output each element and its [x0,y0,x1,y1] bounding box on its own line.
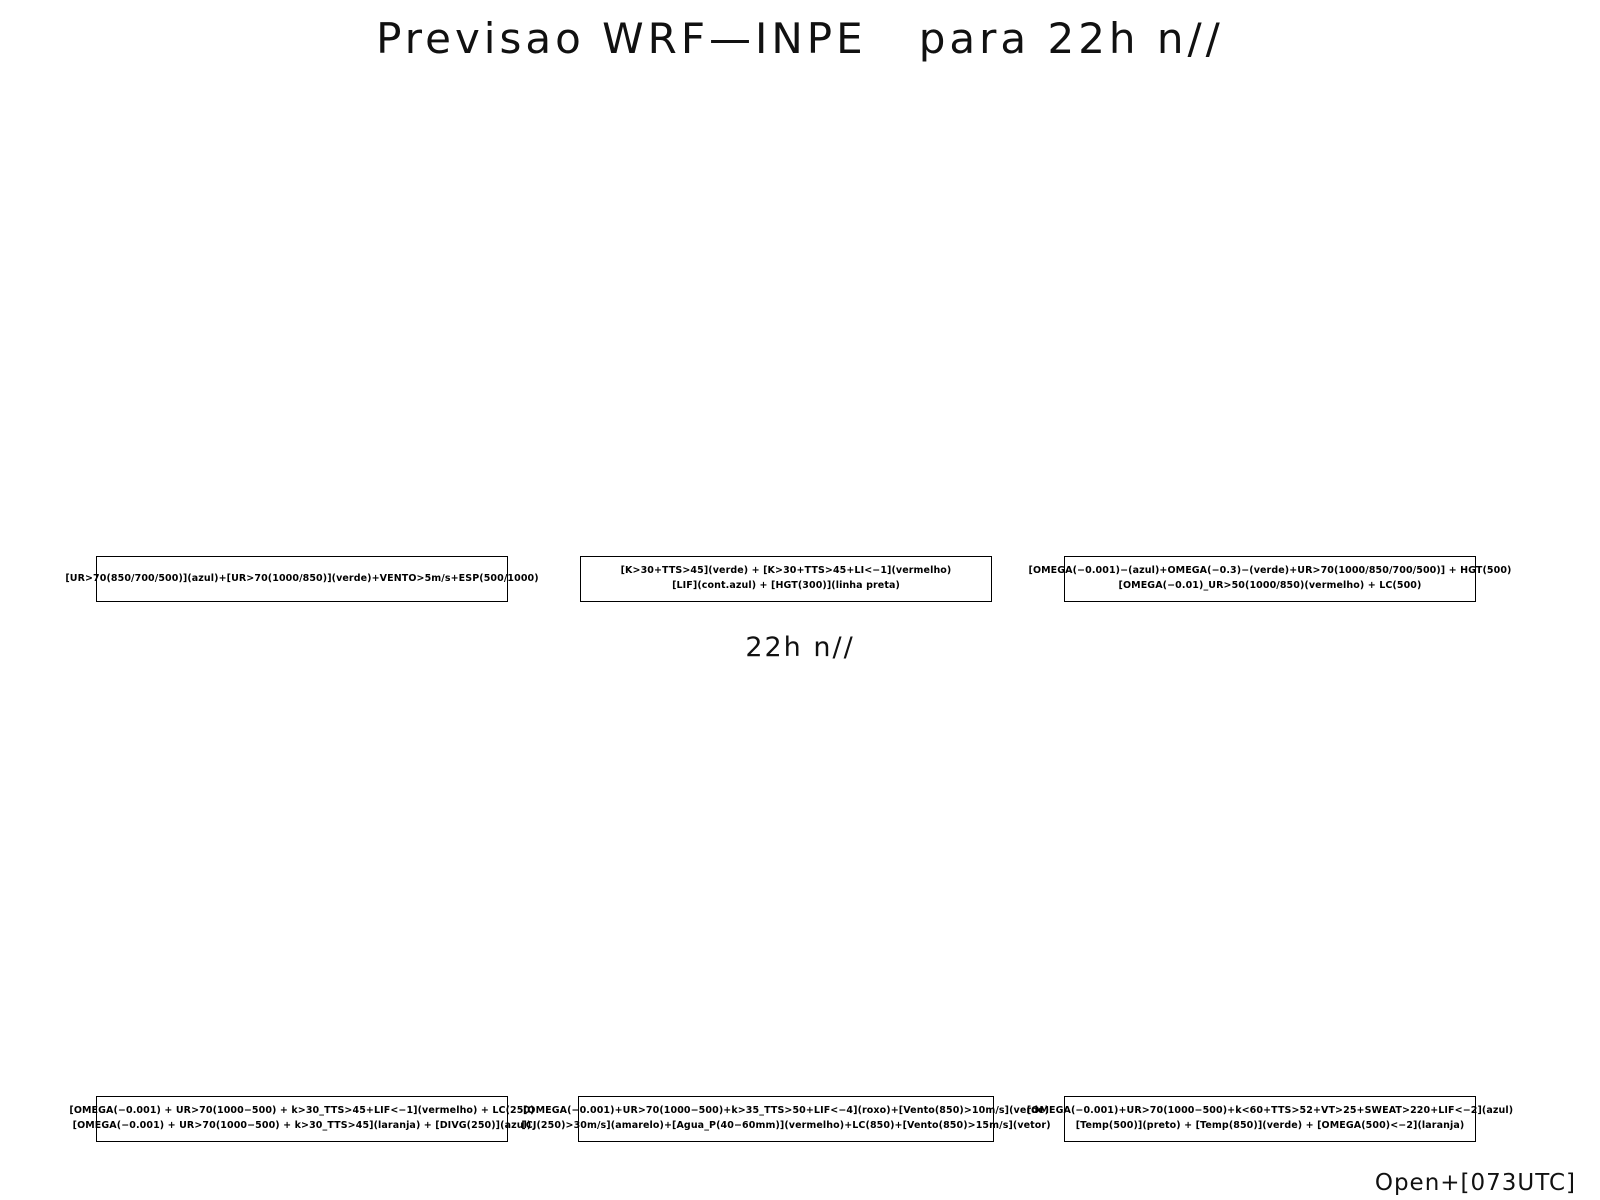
legend-box-top-right [1028,556,1512,602]
legend-line: [LIF](cont.azul) + [HGT(300)](linha preta) [672,580,900,591]
page-title: Previsao WRF—INPE para 22h n// [376,14,1224,63]
corner-stamp: Open+[073UTC] [1374,1170,1576,1196]
legend-line: [UR>70(850/700/500)](azul)+[UR>70(1000/850)](verde)+VENTO>5m/s+ESP(500/1000) [65,572,539,584]
legend-box-top-center [580,556,992,602]
legend-line: [CJ(250)>30m/s](amarelo)+[Agua_P(40−60mm)](vermelho)+LC(850)+[Vento(850)>15m/s](vetor) [521,1120,1051,1131]
legend-box-bottom-center [521,1096,1051,1142]
panel-top-center [580,110,992,550]
legend-line: [OMEGA(−0.01)_UR>50(1000/850)(vermelho) + LC(500) [1118,580,1422,591]
legend-line: [OMEGA(−0.001)+UR>70(1000−500)+k<60+TTS>52+VT>25+SWEAT>220+LIF<−2](azul) [1026,1105,1514,1117]
legend-line: [Temp(500)](preto) + [Temp(850)](verde) + [OMEGA(500)<−2](laranja) [1075,1120,1465,1131]
mid-caption: 22h n// [745,632,855,663]
legend-line: [OMEGA(−0.001) + UR>70(1000−500) + k>30_TTS>45](laranja) + [DIVG(250)](azul) [72,1120,532,1131]
panel-top-right [1064,110,1476,550]
legend-box-top-left [65,556,539,602]
legend-line: [K>30+TTS>45](verde) + [K>30+TTS>45+LI<−1](vermelho) [620,565,952,577]
panel-bottom-center [578,670,994,1090]
legend-line: [OMEGA(−0.001)−(azul)+OMEGA(−0.3)−(verde)+UR>70(1000/850/700/500)] + HGT(500) [1028,565,1512,577]
panel-top-left [96,110,508,550]
legend-line: [OMEGA(−0.001)+UR>70(1000−500)+k>35_TTS>50+LIF<−4](roxo)+[Vento(850)>10m/s](verde) [522,1105,1050,1117]
legend-box-bottom-right [1026,1096,1514,1142]
legend-box-bottom-left [69,1096,535,1142]
legend-line: [OMEGA(−0.001) + UR>70(1000−500) + k>30_TTS>45+LIF<−1](vermelho) + LC(250) [69,1105,535,1117]
panel-bottom-right [1064,670,1476,1090]
panel-bottom-left [96,670,508,1090]
